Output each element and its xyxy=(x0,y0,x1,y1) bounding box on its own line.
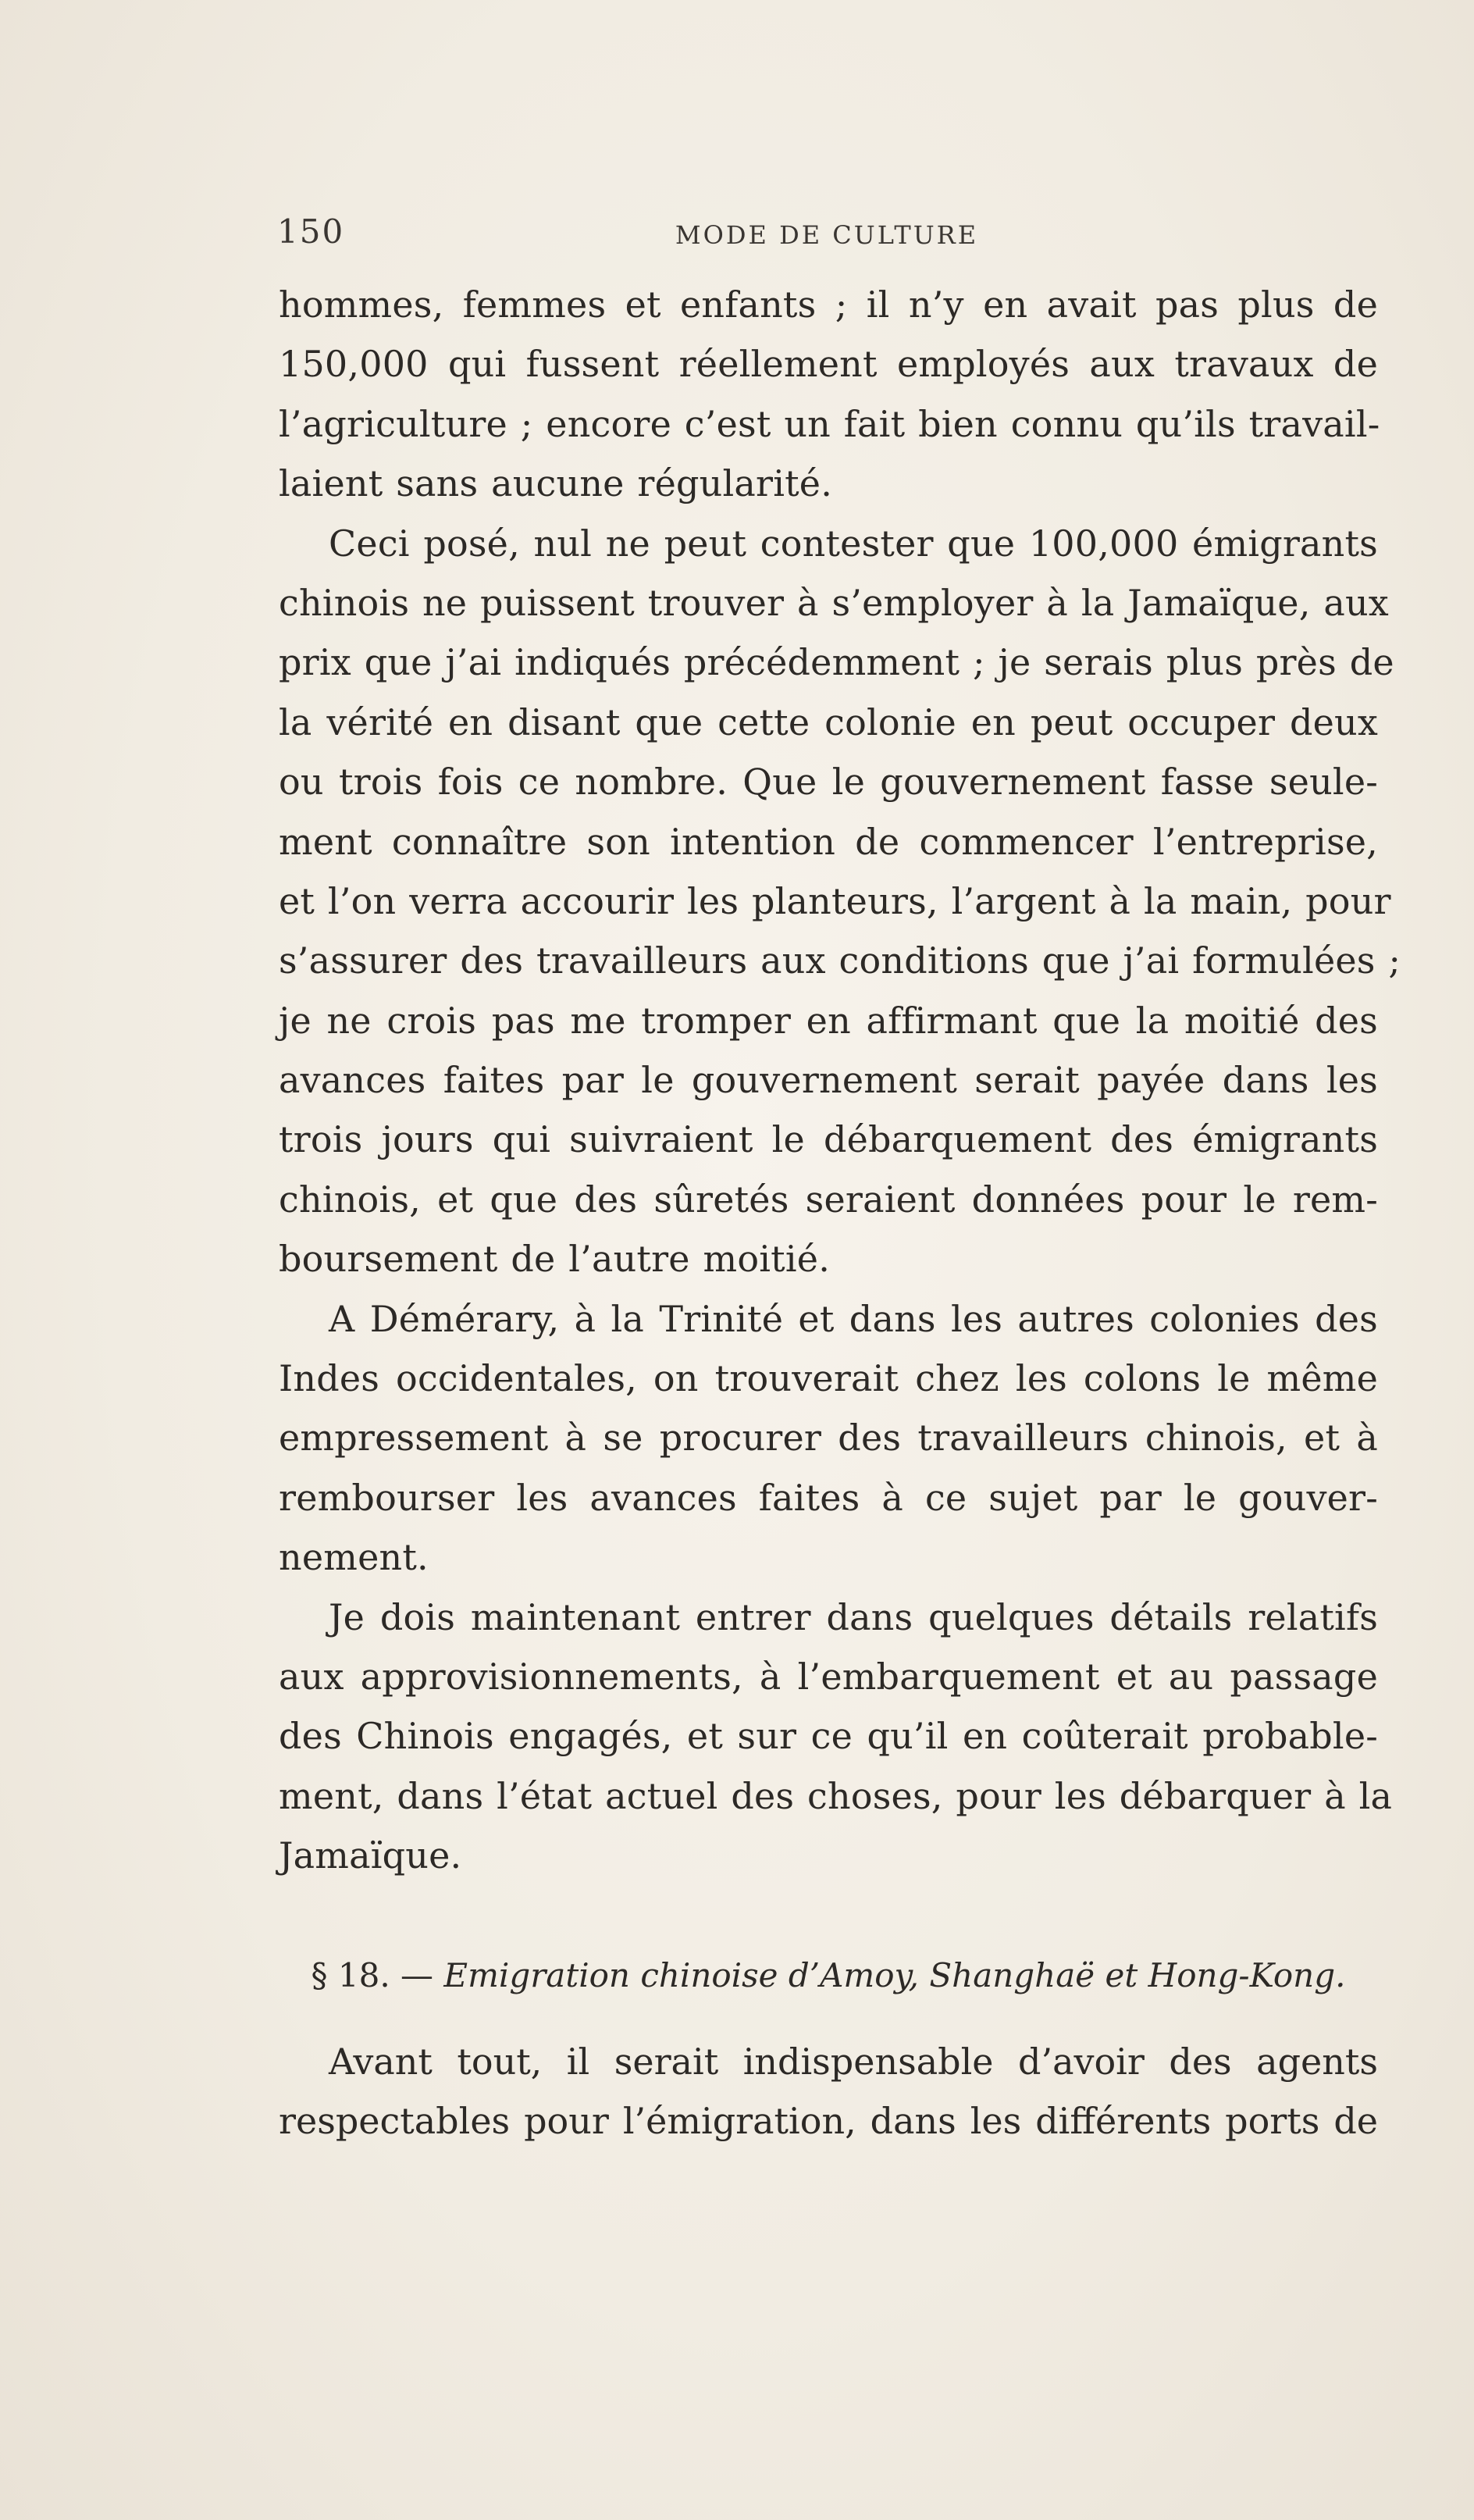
text-line: Ceci posé, nul ne peut contester que 100,000 émigrants xyxy=(329,522,1378,565)
text-line: et l’on verra accourir les planteurs, l’argent à la main, pour xyxy=(279,879,1391,922)
text-line: avances faites par le gouvernement serait payée dans les xyxy=(279,1059,1378,1102)
text-line: boursement de l’autre moitié. xyxy=(279,1238,831,1281)
text-line: la vérité en disant que cette colonie en peut occuper deux xyxy=(279,700,1378,743)
text-line: chinois ne puissent trouver à s’employer à la Jamaïque, aux xyxy=(279,581,1389,624)
text-line: prix que j’ai indiqués précédemment ; je serais plus près de xyxy=(279,641,1394,684)
text-line: Je dois maintenant entrer dans quelques détails relatifs xyxy=(329,1595,1378,1638)
text-line: ment connaître son intention de commencer l’entreprise, xyxy=(279,820,1378,863)
text-line: l’agriculture ; encore c’est un fait bien connu qu’ils travail- xyxy=(279,402,1380,445)
text-line: Jamaïque. xyxy=(279,1834,462,1877)
text-line: des Chinois engagés, et sur ce qu’il en coûterait probable- xyxy=(279,1715,1378,1758)
section-body-text xyxy=(279,2032,1378,2151)
text-line: A Démérary, à la Trinité et dans les autres colonies des xyxy=(329,1297,1378,1340)
text-line: 150,000 qui fussent réellement employés aux travaux de xyxy=(279,343,1378,386)
text-line: rembourser les avances faites à ce sujet par le gouver- xyxy=(279,1476,1378,1519)
section-number: § 18. — xyxy=(311,1956,434,1994)
text-line: ou trois fois ce nombre. Que le gouvernement fasse seule- xyxy=(279,761,1378,804)
text-line: nement. xyxy=(279,1536,429,1579)
body-text xyxy=(279,275,1401,1886)
text-line: laient sans aucune régularité. xyxy=(279,462,833,505)
section-title: Emigration chinoise d’Amoy, Shanghaë et Hong-Kong. xyxy=(443,1956,1346,1994)
text-line: empressement à se procurer des travailleurs chinois, et à xyxy=(279,1417,1378,1460)
text-line: ment, dans l’état actuel des choses, pour les débarquer à la xyxy=(279,1774,1393,1817)
text-line: je ne crois pas me tromper en affirmant que la moitié des xyxy=(279,999,1378,1042)
text-line: trois jours qui suivraient le débarquement des émigrants xyxy=(279,1118,1378,1161)
text-line: respectables pour l’émigration, dans les différents ports de xyxy=(279,2100,1378,2143)
text-line: s’assurer des travailleurs aux conditions que j’ai formulées ; xyxy=(279,939,1401,982)
text-line: Avant tout, il serait indispensable d’avoir des agents xyxy=(329,2041,1378,2083)
page-number: 150 xyxy=(277,212,345,251)
page-header xyxy=(277,212,1376,267)
text-line: aux approvisionnements, à l’embarquement et au passage xyxy=(279,1655,1378,1698)
text-line: chinois, et que des sûretés seraient données pour le rem- xyxy=(279,1178,1378,1221)
section-heading xyxy=(279,1956,1378,1994)
text-line: hommes, femmes et enfants ; il n’y en avait pas plus de xyxy=(279,283,1378,326)
running-head: MODE DE CULTURE xyxy=(675,220,979,250)
text-line: Indes occidentales, on trouverait chez les colons le même xyxy=(279,1357,1378,1400)
